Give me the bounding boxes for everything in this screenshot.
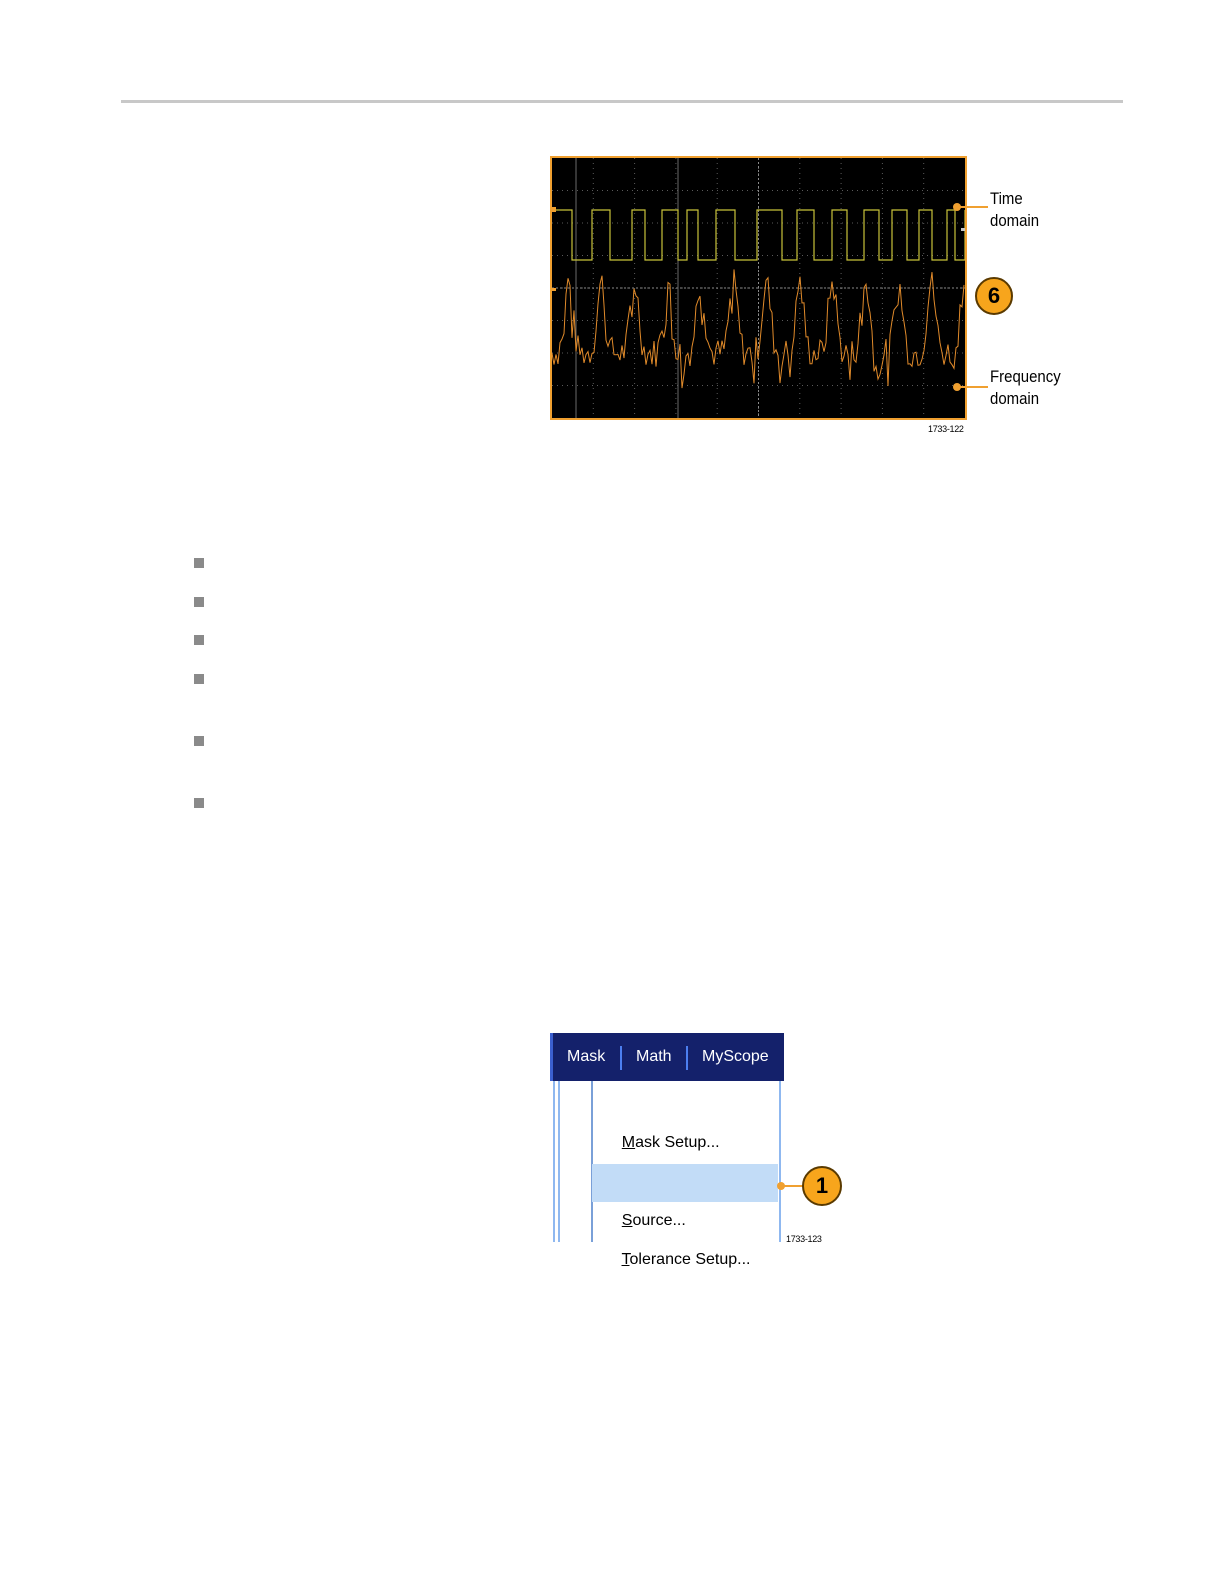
menu-item-mask-type[interactable] bbox=[592, 1125, 778, 1163]
header-rule bbox=[121, 100, 1123, 103]
menu-math[interactable]: Math bbox=[636, 1048, 672, 1065]
frequency-domain-leader bbox=[958, 386, 988, 388]
menu-item-mask-setup[interactable]: Mask Setup... bbox=[621, 1134, 720, 1151]
menu-separator bbox=[620, 1046, 622, 1070]
waveform-graticule bbox=[552, 158, 965, 418]
time-domain-leader bbox=[958, 206, 988, 208]
menu-mask[interactable]: Mask bbox=[567, 1048, 606, 1065]
menu-item-source[interactable]: Source... bbox=[592, 1164, 778, 1202]
bullet-marker bbox=[194, 597, 204, 607]
step-6-badge: 6 bbox=[975, 277, 1013, 315]
menu-myscope[interactable]: MyScope bbox=[702, 1048, 769, 1065]
figure-id-scope: 1733-122 bbox=[928, 424, 964, 434]
figure-id-menu: 1733-123 bbox=[786, 1234, 822, 1244]
menu-border-inner bbox=[558, 1081, 560, 1242]
time-domain-leader-dot bbox=[953, 203, 961, 211]
menu-border-left bbox=[553, 1081, 555, 1242]
menu-bar bbox=[550, 1033, 784, 1081]
frequency-domain-leader-dot bbox=[953, 383, 961, 391]
bullet-marker bbox=[194, 674, 204, 684]
level-marker-right bbox=[961, 228, 965, 231]
bullet-marker bbox=[194, 635, 204, 645]
menu-item-tolerance-setup[interactable]: Tolerance Setup... bbox=[621, 1251, 751, 1268]
source-leader-dot bbox=[777, 1182, 785, 1190]
menu-border-right bbox=[779, 1081, 781, 1242]
menu-bar-edge bbox=[550, 1033, 553, 1081]
time-domain-label: Time domain bbox=[990, 189, 1040, 230]
oscilloscope-display bbox=[550, 156, 967, 420]
bullet-marker bbox=[194, 736, 204, 746]
trigger-marker-left bbox=[552, 207, 556, 212]
step-1-badge: 1 bbox=[802, 1166, 842, 1206]
bullet-marker bbox=[194, 798, 204, 808]
menu-separator bbox=[686, 1046, 688, 1070]
bullet-marker bbox=[194, 558, 204, 568]
channel-marker-left bbox=[552, 288, 556, 291]
mask-dropdown-menu bbox=[550, 1081, 790, 1268]
frequency-domain-label: Frequency domain bbox=[990, 367, 1061, 408]
